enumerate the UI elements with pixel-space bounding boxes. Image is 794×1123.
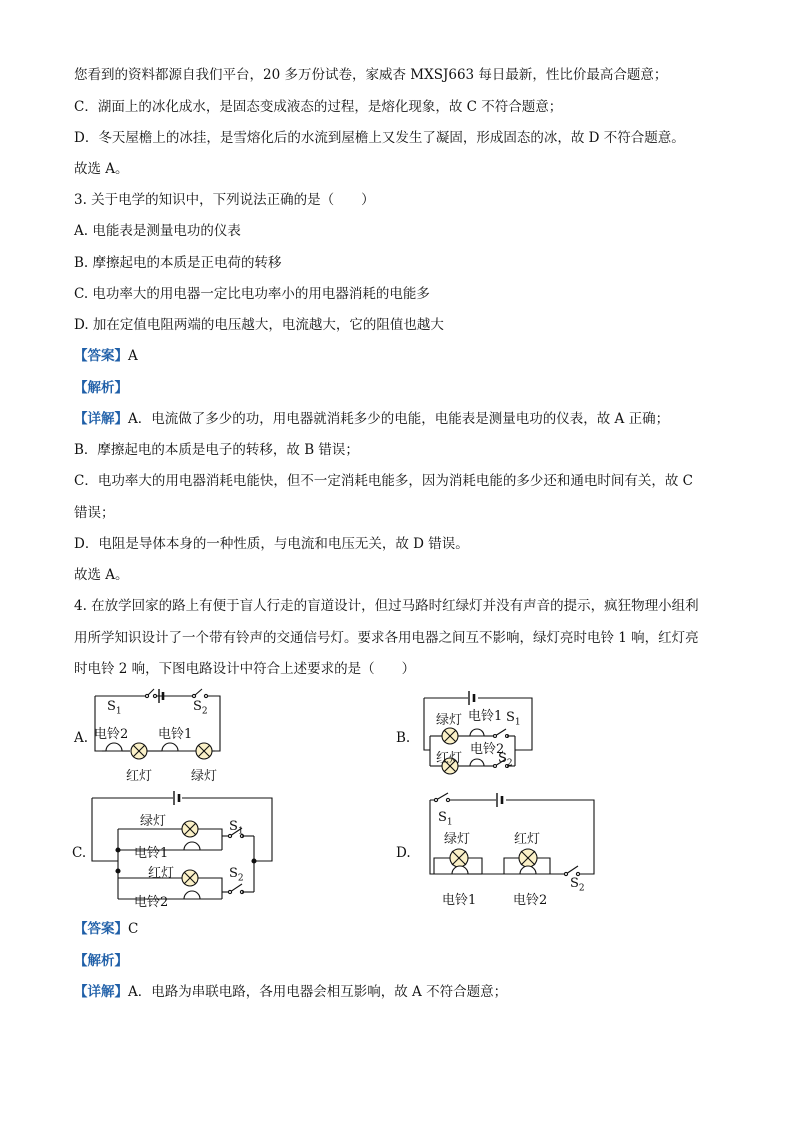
red-light-label: 红灯 (126, 769, 153, 784)
bell1-label: 电铃1 (442, 893, 477, 908)
green-light-label: 绿灯 (191, 769, 218, 784)
diagram-c-label: C. (72, 845, 87, 861)
answer-value: A (128, 348, 138, 364)
option-d: D. 加在定值电阻两端的电压越大，电流越大，它的阻值也越大 (74, 317, 444, 333)
question-4-line3: 时电铃 2 响，下图电路设计中符合上述要求的是（ ） (74, 661, 416, 677)
circuit-diagram-c (92, 792, 278, 916)
switch-s2-label: $S_2$ (498, 751, 513, 769)
detail-row (74, 410, 669, 428)
detail-row-4 (74, 983, 507, 1001)
red-light-label: 红灯 (514, 832, 541, 847)
answer-row-4 (74, 920, 138, 938)
bell1-label: 电铃1 (468, 709, 503, 724)
answer-tag: 【答案】 (74, 921, 128, 937)
bell2-label: 电铃2 (470, 742, 505, 757)
circuit-diagram-a (92, 688, 242, 788)
option-c: C. 电功率大的用电器一定比电功率小的用电器消耗的电能多 (74, 286, 430, 302)
switch-s2-label: $S_2$ (229, 866, 244, 884)
option-a: A. 电能表是测量电功的仪表 (74, 223, 241, 239)
text-line: 错误； (74, 505, 115, 521)
text-line: 故选 A。 (74, 161, 129, 177)
text-line: 故选 A。 (74, 567, 129, 583)
circuit-diagram-d (430, 790, 600, 908)
bell2-label: 电铃2 (94, 727, 129, 742)
green-light-label: 绿灯 (444, 832, 471, 847)
red-light-label: 红灯 (148, 866, 175, 881)
red-light-label: 红灯 (436, 751, 463, 766)
switch-s2-label: $S_2$ (193, 699, 208, 717)
analysis-tag: 【解析】 (74, 380, 128, 396)
analysis-tag: 【解析】 (74, 953, 128, 969)
detail-tag: 【详解】 (74, 984, 128, 1000)
switch-s2-label: $S_2$ (570, 876, 585, 894)
green-light-label: 绿灯 (140, 814, 167, 829)
diagram-d-label: D. (396, 845, 411, 861)
text-line: C．电功率大的用电器消耗电能快，但不一定消耗电能多，因为消耗电能的多少还和通电时间有关，故 C (74, 473, 693, 489)
answer-row (74, 347, 138, 365)
switch-s1-label: $S_1$ (229, 819, 244, 837)
option-b: B. 摩擦起电的本质是正电荷的转移 (74, 255, 282, 271)
bell2-label: 电铃2 (134, 895, 169, 910)
diagram-b-label: B. (396, 730, 411, 746)
text-line: B．摩擦起电的本质是电子的转移，故 B 错误； (74, 442, 359, 458)
switch-s1-label: $S_1$ (107, 699, 122, 717)
detail-tag: 【详解】 (74, 411, 128, 427)
text-line: D．冬天屋檐上的冰挂，是雪熔化后的水流到屋檐上又发生了凝固，形成固态的冰，故 D 不符合题意。 (74, 130, 685, 146)
analysis-row-4 (74, 952, 128, 970)
text-line: C．湖面上的冰化成水，是固态变成液态的过程，是熔化现象，故 C 不符合题意； (74, 99, 563, 115)
bell2-label: 电铃2 (513, 893, 548, 908)
answer-value: C (128, 921, 139, 937)
diagram-a-label: A. (74, 730, 89, 746)
analysis-row (74, 379, 128, 397)
question-4: 4. 在放学回家的路上有便于盲人行走的盲道设计，但过马路时红绿灯并没有声音的提示，疯狂物理小组利 (74, 598, 699, 614)
question-3: 3. 关于电学的知识中，下列说法正确的是（ ） (74, 192, 375, 208)
text-line: D．电阻是导体本身的一种性质，与电流和电压无关，故 D 错误。 (74, 536, 469, 552)
bell1-label: 电铃1 (158, 727, 193, 742)
bell1-label: 电铃1 (134, 846, 169, 861)
circuit-diagram-b (420, 688, 540, 788)
question-4-line2: 用所学知识设计了一个带有铃声的交通信号灯。要求各用电器之间互不影响，绿灯亮时电铃 1 响，红灯亮 (74, 630, 699, 646)
detail-text: A．电流做了多少的功，用电器就消耗多少的电能，电能表是测量电功的仪表，故 A 正确； (128, 411, 670, 427)
text-line: 您看到的资料都源自我们平台，20 多万份试卷，家威杏 MXSJ663 每日最新，性比价最高合题意； (74, 67, 668, 83)
green-light-label: 绿灯 (436, 713, 463, 728)
switch-s1-label: $S_1$ (438, 810, 453, 828)
answer-tag: 【答案】 (74, 348, 128, 364)
switch-s1-label: $S_1$ (506, 710, 521, 728)
detail-text: A．电路为串联电路，各用电器会相互影响，故 A 不符合题意； (128, 984, 508, 1000)
